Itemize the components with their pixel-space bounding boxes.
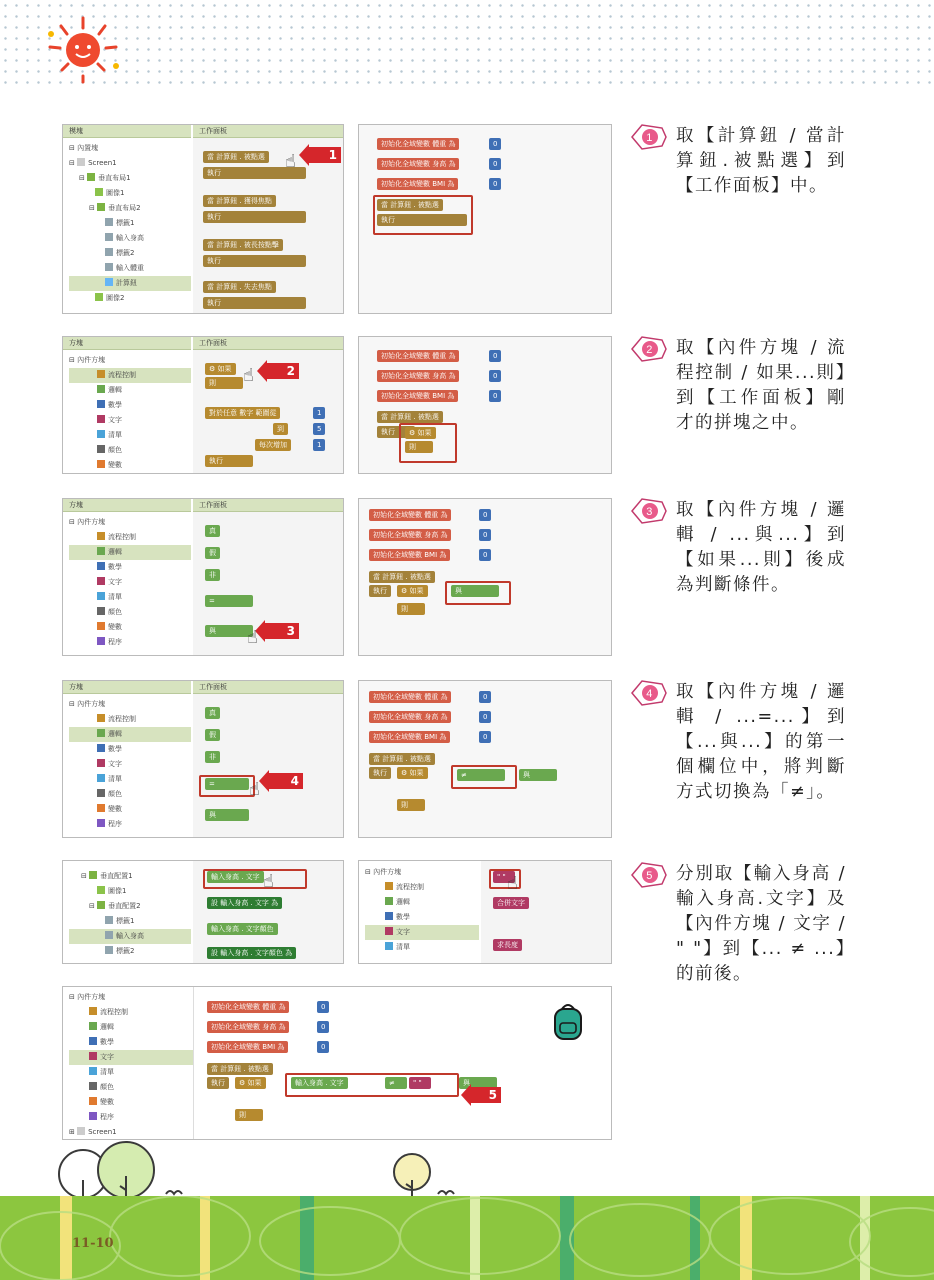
for-range-block[interactable]: 對於任意 數字 範圍從	[205, 407, 280, 419]
false-block[interactable]: 假	[205, 547, 220, 559]
tree-item[interactable]: ⊟ 內件方塊	[69, 518, 106, 526]
setter-block[interactable]: 設 輸入身高 . 文字顏色 為	[207, 947, 296, 959]
tree-item[interactable]: 顏色	[69, 443, 191, 458]
tree-item[interactable]: 流程控制	[69, 1005, 193, 1020]
init-variable-block[interactable]: 初始化全域變數 BMI 為	[369, 731, 450, 743]
tree-item[interactable]: 數學	[69, 398, 191, 413]
tree-item[interactable]: 文字	[69, 757, 191, 772]
screenshot-step4-result	[358, 680, 612, 838]
step-star-icon	[628, 860, 668, 890]
number-block[interactable]: 0	[479, 549, 491, 561]
step-3-description: 3 取【內件方塊 / 邏輯 / ...與...】到【如果...則】後成為判斷條件。	[624, 498, 846, 598]
step-marker: 2	[267, 363, 299, 379]
screenshot-step4-blocks	[62, 680, 344, 838]
svg-text:2: 2	[646, 344, 654, 356]
svg-text:3: 3	[646, 506, 654, 518]
tree-item[interactable]: 標籤2	[69, 246, 191, 261]
panel-title: 方塊	[63, 337, 191, 350]
tree-item[interactable]: 數學	[69, 560, 191, 575]
init-variable-block[interactable]: 初始化全域變數 BMI 為	[207, 1041, 288, 1053]
and-block[interactable]: 與	[205, 809, 249, 821]
tree-item-calc-button[interactable]: 計算鈕	[69, 276, 191, 291]
event-block[interactable]: 當 計算鈕 . 被點選	[203, 151, 269, 163]
tree-item[interactable]: 程序	[69, 1110, 193, 1125]
tree-illustration	[390, 1150, 470, 1200]
tree-item[interactable]: ⊟ 垂直配置2	[89, 902, 141, 910]
step-5-description: 5 分別取【輸入身高 / 輸入身高.文字】及【內件方塊 / 文字 / " "】到【... ≠ ...】的前後。	[624, 862, 846, 987]
then-block[interactable]: 則	[405, 441, 433, 453]
tree-item[interactable]: ⊞ Screen1	[69, 1128, 117, 1136]
tree-item[interactable]: 變數	[69, 458, 191, 473]
workspace-title: 工作面板	[193, 125, 343, 138]
number-block[interactable]: 0	[479, 731, 491, 743]
event-block[interactable]: 當 計算鈕 . 被點選	[377, 199, 443, 211]
tree-item[interactable]: 輸入身高	[69, 231, 191, 246]
and-block[interactable]: 與	[519, 769, 557, 781]
getter-block[interactable]: 輸入身高 . 文字顏色	[207, 923, 278, 935]
to-block[interactable]: 到	[273, 423, 288, 435]
number-block[interactable]: 0	[489, 370, 501, 382]
tree-item-control[interactable]: 流程控制	[69, 368, 191, 383]
tree-item[interactable]: 數學	[365, 910, 479, 925]
tree-item[interactable]: 清單	[69, 428, 191, 443]
tree-item-logic[interactable]: 邏輯	[69, 727, 191, 742]
tree-item[interactable]: 邏輯	[69, 383, 191, 398]
init-variable-block[interactable]: 初始化全域變數 身高 為	[369, 711, 451, 723]
event-block[interactable]: 當 計算鈕 . 被點選	[377, 411, 443, 423]
tree-item[interactable]: ⊟ 內件方塊	[365, 868, 402, 876]
setter-block[interactable]: 設 輸入身高 . 文字 為	[207, 897, 282, 909]
tree-item[interactable]: 文字	[69, 413, 191, 428]
screenshot-step2-blocks	[62, 336, 344, 474]
tree-item[interactable]: 顏色	[69, 787, 191, 802]
hand-cursor-icon: ☝	[247, 627, 258, 648]
event-block[interactable]: 當 計算鈕 . 獲得焦點	[203, 195, 276, 207]
do-block[interactable]: 執行	[203, 167, 306, 179]
init-variable-block[interactable]: 初始化全域變數 身高 為	[377, 370, 459, 382]
init-variable-block[interactable]: 初始化全域變數 身高 為	[377, 158, 459, 170]
init-variable-block[interactable]: 初始化全域變數 體重 為	[369, 691, 451, 703]
false-block[interactable]: 假	[205, 729, 220, 741]
sun-illustration	[38, 14, 128, 86]
tree-item[interactable]: ⊟ 內件方塊	[69, 700, 106, 708]
tree-item[interactable]: 數學	[69, 1035, 193, 1050]
screenshot-step5-text-blocks	[358, 860, 612, 964]
tree-item[interactable]: 程序	[69, 817, 191, 832]
init-variable-block[interactable]: 初始化全域變數 體重 為	[377, 138, 459, 150]
do-block[interactable]: 執行	[205, 455, 253, 467]
do-block[interactable]: 執行	[203, 255, 306, 267]
number-block[interactable]: 0	[489, 138, 501, 150]
tree-item[interactable]: 顏色	[69, 605, 191, 620]
tree-item[interactable]: 清單	[69, 1065, 193, 1080]
tree-item[interactable]: 圖像1	[69, 186, 191, 201]
step-4-description: 4 取【內件方塊 / 邏輯 / ...=...】到【...與...】的第一個欄位中，將判斷方式切換為「≠」。	[624, 680, 846, 805]
and-block[interactable]: 與	[451, 585, 499, 597]
tree-item[interactable]: 清單	[365, 940, 479, 955]
event-block[interactable]: 當 計算鈕 . 失去焦點	[203, 281, 276, 293]
screenshot-step3-result	[358, 498, 612, 656]
tree-item[interactable]: 數學	[69, 742, 191, 757]
then-block[interactable]: 則	[397, 603, 425, 615]
if-block[interactable]: ⚙ 如果	[235, 1077, 266, 1089]
tree-item-text[interactable]: 文字	[365, 925, 479, 940]
compare-block[interactable]: ≠	[385, 1077, 407, 1089]
step-marker: 3	[265, 623, 299, 639]
step-2-description: 2 取【內件方塊 / 流程控制 / 如果...則】到【工作面板】剛才的拼塊之中。	[624, 336, 846, 436]
tree-item[interactable]: ⊟ 內置塊	[69, 144, 99, 152]
tree-item-text[interactable]: 文字	[69, 1050, 193, 1065]
panel-title: 模塊	[63, 125, 191, 138]
tree-item[interactable]: 輸入體重	[69, 261, 191, 276]
tree-item[interactable]: 標籤1	[69, 914, 191, 929]
hand-cursor-icon: ☝	[507, 873, 518, 894]
init-variable-block[interactable]: 初始化全域變數 BMI 為	[369, 549, 450, 561]
workspace-title: 工作面板	[193, 499, 343, 512]
hand-cursor-icon: ☝	[263, 871, 274, 892]
tree-item-logic[interactable]: 邏輯	[69, 545, 191, 560]
screenshot-step3-blocks	[62, 498, 344, 656]
svg-text:5: 5	[646, 870, 654, 882]
true-block[interactable]: 真	[205, 525, 220, 537]
svg-text:1: 1	[646, 132, 654, 144]
tree-item[interactable]: 流程控制	[365, 880, 479, 895]
screenshot-step1-result	[358, 124, 612, 314]
number-block[interactable]: 1	[313, 407, 325, 419]
if-block[interactable]: ⚙ 如果	[397, 585, 428, 597]
if-block[interactable]: ⚙ 如果	[397, 767, 428, 779]
number-block[interactable]: 0	[479, 711, 491, 723]
tree-item[interactable]: ⊟ 垂直配置1	[81, 872, 133, 880]
step-1-description: 1 取【計算鈕 / 當計算鈕.被點選】到【工作面板】中。	[624, 124, 846, 199]
number-block[interactable]: 0	[317, 1021, 329, 1033]
hand-cursor-icon: ☝	[243, 365, 254, 386]
then-block[interactable]: 則	[235, 1109, 263, 1121]
init-variable-block[interactable]: 初始化全域變數 體重 為	[207, 1001, 289, 1013]
do-block[interactable]: 執行	[207, 1077, 229, 1089]
screenshot-step1-blocks	[62, 124, 344, 314]
length-block[interactable]: 求長度	[493, 939, 522, 951]
svg-text:4: 4	[646, 688, 654, 700]
number-block[interactable]: 1	[313, 439, 325, 451]
step-marker: 1	[309, 147, 341, 163]
init-variable-block[interactable]: 初始化全域變數 BMI 為	[377, 390, 458, 402]
dotted-header-band	[0, 0, 934, 92]
tree-item[interactable]: 文字	[69, 575, 191, 590]
step-star-icon	[628, 496, 668, 526]
step-block[interactable]: 每次增加	[255, 439, 291, 451]
tree-item[interactable]: 顏色	[69, 1080, 193, 1095]
tree-item[interactable]: 變數	[69, 620, 191, 635]
step-star-icon	[628, 122, 668, 152]
do-block[interactable]: 執行	[369, 585, 391, 597]
number-block[interactable]: 5	[313, 423, 325, 435]
init-variable-block[interactable]: 初始化全域變數 身高 為	[207, 1021, 289, 1033]
number-block[interactable]: 0	[489, 390, 501, 402]
do-block[interactable]: 執行	[203, 211, 306, 223]
getter-block[interactable]: 輸入身高 . 文字	[291, 1077, 348, 1089]
init-variable-block[interactable]: 初始化全域變數 身高 為	[369, 529, 451, 541]
panel-title: 方塊	[63, 499, 191, 512]
init-variable-block[interactable]: 初始化全域變數 BMI 為	[377, 178, 458, 190]
join-text-block[interactable]: 合併文字	[493, 897, 529, 909]
workspace-title: 工作面板	[193, 681, 343, 694]
init-variable-block[interactable]: 初始化全域變數 體重 為	[377, 350, 459, 362]
tree-item[interactable]: 圖像1	[69, 884, 191, 899]
number-block[interactable]: 0	[489, 158, 501, 170]
compare-block[interactable]: ≠	[457, 769, 505, 781]
step-star-icon	[628, 334, 668, 364]
screenshot-step2-result	[358, 336, 612, 474]
event-block[interactable]: 當 計算鈕 . 被點選	[369, 571, 435, 583]
page-number: 11-10	[72, 1236, 114, 1251]
tree-item[interactable]: ⊟ 內件方塊	[69, 356, 106, 364]
if-block[interactable]: ⚙ 如果	[405, 427, 436, 439]
do-block[interactable]: 執行	[203, 297, 306, 309]
tree-item[interactable]: 清單	[69, 772, 191, 787]
tree-item[interactable]: 邏輯	[69, 1020, 193, 1035]
tree-item[interactable]: 流程控制	[69, 712, 191, 727]
step-marker: 5	[471, 1087, 501, 1103]
event-block[interactable]: 當 計算鈕 . 被點選	[207, 1063, 273, 1075]
footer-band	[0, 1196, 934, 1280]
hand-cursor-icon: ☝	[249, 779, 260, 800]
compare-block[interactable]: =	[205, 595, 253, 607]
then-block[interactable]: 則	[205, 377, 243, 389]
hand-cursor-icon: ☝	[285, 151, 296, 172]
tree-item[interactable]: 標籤1	[69, 216, 191, 231]
number-block[interactable]: 0	[479, 509, 491, 521]
number-block[interactable]: 0	[317, 1041, 329, 1053]
workspace-title: 工作面板	[193, 337, 343, 350]
getter-block[interactable]: 輸入身高 . 文字	[207, 871, 264, 883]
tree-item[interactable]: 流程控制	[69, 530, 191, 545]
number-block[interactable]: 0	[489, 178, 501, 190]
tree-item[interactable]: ⊟ 垂直布局1	[79, 174, 131, 182]
empty-text-block[interactable]: " "	[409, 1077, 431, 1089]
do-block[interactable]: 執行	[369, 767, 391, 779]
tree-item-input-height[interactable]: 輸入身高	[69, 929, 191, 944]
and-block[interactable]: 與	[205, 625, 253, 637]
tree-item[interactable]: 標籤2	[69, 944, 191, 959]
tree-item[interactable]: 變數	[69, 802, 191, 817]
number-block[interactable]: 0	[479, 691, 491, 703]
do-block[interactable]: 執行	[377, 426, 415, 438]
tree-item[interactable]: ⊟ Screen1	[69, 159, 117, 167]
init-variable-block[interactable]: 初始化全域變數 體重 為	[369, 509, 451, 521]
event-block[interactable]: 當 計算鈕 . 被長按點擊	[203, 239, 283, 251]
step-marker: 4	[269, 773, 303, 789]
tree-illustration	[48, 1140, 198, 1204]
do-block[interactable]: 執行	[377, 214, 467, 226]
tree-item[interactable]: 程序	[69, 635, 191, 650]
then-block[interactable]: 則	[397, 799, 425, 811]
tree-item[interactable]: 變數	[69, 1095, 193, 1110]
tree-item[interactable]: ⊟ 內件方塊	[69, 993, 106, 1001]
step-star-icon	[628, 678, 668, 708]
event-block[interactable]: 當 計算鈕 . 被點選	[369, 753, 435, 765]
and-block[interactable]: 與	[459, 1077, 497, 1089]
tree-item[interactable]: ⊟ 垂直布局2	[89, 204, 141, 212]
not-block[interactable]: 非	[205, 569, 220, 581]
not-block[interactable]: 非	[205, 751, 220, 763]
screenshot-step5-component-blocks	[62, 860, 344, 964]
screenshot-step5-result	[62, 986, 612, 1140]
compare-block[interactable]: =	[205, 778, 249, 790]
number-block[interactable]: 0	[479, 529, 491, 541]
if-block[interactable]: ⚙ 如果	[205, 363, 236, 375]
backpack-icon	[551, 1001, 585, 1041]
tree-item[interactable]: 邏輯	[365, 895, 479, 910]
tree-item[interactable]: 圖像2	[69, 291, 191, 306]
number-block[interactable]: 0	[317, 1001, 329, 1013]
tree-item[interactable]: 清單	[69, 590, 191, 605]
empty-text-block[interactable]: " "	[493, 871, 515, 883]
true-block[interactable]: 真	[205, 707, 220, 719]
number-block[interactable]: 0	[489, 350, 501, 362]
panel-title: 方塊	[63, 681, 191, 694]
